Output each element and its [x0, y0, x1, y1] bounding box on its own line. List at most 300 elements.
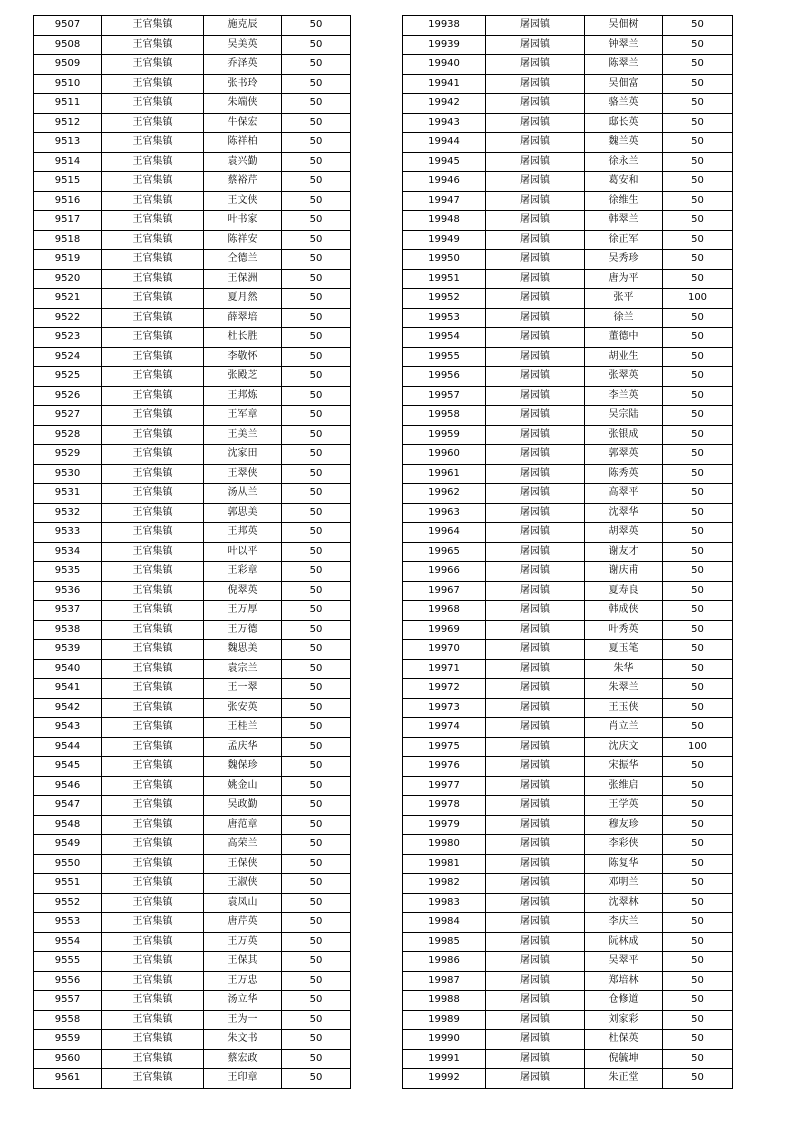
amount-cell: 50: [282, 16, 351, 36]
town-cell: 王官集镇: [102, 230, 204, 250]
amount-cell: 50: [663, 152, 733, 172]
name-cell: 夏寿良: [585, 581, 663, 601]
name-cell: 沈翠林: [585, 893, 663, 913]
table-row: [34, 367, 351, 387]
town-cell: 王官集镇: [102, 1069, 204, 1089]
amount-cell: 50: [663, 55, 733, 75]
town-cell: 屠园镇: [486, 250, 585, 270]
amount-cell: 50: [282, 386, 351, 406]
name-cell: 王万德: [204, 620, 282, 640]
amount-cell: 50: [282, 659, 351, 679]
row-id-cell: 19949: [403, 230, 486, 250]
town-cell: 屠园镇: [486, 133, 585, 153]
row-id-cell: 19987: [403, 971, 486, 991]
table-row: [34, 113, 351, 133]
amount-cell: 50: [282, 347, 351, 367]
row-id-cell: 19965: [403, 542, 486, 562]
town-cell: 王官集镇: [102, 893, 204, 913]
town-cell: 屠园镇: [486, 269, 585, 289]
town-cell: 王官集镇: [102, 932, 204, 952]
row-id-cell: 19988: [403, 991, 486, 1011]
name-cell: 沈家田: [204, 445, 282, 465]
name-cell: 倪毓坤: [585, 1049, 663, 1069]
town-cell: 屠园镇: [486, 952, 585, 972]
table-row: [403, 659, 733, 679]
amount-cell: 50: [282, 464, 351, 484]
table-row: [34, 230, 351, 250]
amount-cell: 50: [663, 698, 733, 718]
row-id-cell: 19956: [403, 367, 486, 387]
town-cell: 王官集镇: [102, 425, 204, 445]
row-id-cell: 19981: [403, 854, 486, 874]
name-cell: 李敬怀: [204, 347, 282, 367]
name-cell: 陈秀英: [585, 464, 663, 484]
name-cell: 胡业生: [585, 347, 663, 367]
table-row: [34, 328, 351, 348]
name-cell: 阮林成: [585, 932, 663, 952]
row-id-cell: 19983: [403, 893, 486, 913]
table-row: [403, 445, 733, 465]
town-cell: 王官集镇: [102, 308, 204, 328]
amount-cell: 50: [282, 484, 351, 504]
town-cell: 王官集镇: [102, 211, 204, 231]
amount-cell: 50: [663, 854, 733, 874]
name-cell: 王翠侠: [204, 464, 282, 484]
row-id-cell: 9529: [34, 445, 102, 465]
amount-cell: 50: [282, 1010, 351, 1030]
table-row: [34, 523, 351, 543]
table-row: [34, 893, 351, 913]
name-cell: 倪翠英: [204, 581, 282, 601]
town-cell: 王官集镇: [102, 1010, 204, 1030]
name-cell: 张平: [585, 289, 663, 309]
amount-cell: 50: [282, 835, 351, 855]
name-cell: 高荣兰: [204, 835, 282, 855]
table-row: [34, 835, 351, 855]
amount-cell: 50: [663, 250, 733, 270]
name-cell: 牛保宏: [204, 113, 282, 133]
row-id-cell: 19958: [403, 406, 486, 426]
amount-cell: 50: [282, 913, 351, 933]
amount-cell: 50: [282, 230, 351, 250]
table-row: [403, 1049, 733, 1069]
town-cell: 屠园镇: [486, 679, 585, 699]
town-cell: 王官集镇: [102, 328, 204, 348]
name-cell: 夏玉笔: [585, 640, 663, 660]
amount-cell: 50: [282, 406, 351, 426]
row-id-cell: 19947: [403, 191, 486, 211]
amount-cell: 50: [282, 796, 351, 816]
row-id-cell: 9561: [34, 1069, 102, 1089]
row-id-cell: 9540: [34, 659, 102, 679]
table-row: [34, 952, 351, 972]
name-cell: 孟庆华: [204, 737, 282, 757]
amount-cell: 50: [282, 55, 351, 75]
town-cell: 王官集镇: [102, 737, 204, 757]
name-cell: 施克辰: [204, 16, 282, 36]
table-row: [403, 757, 733, 777]
row-id-cell: 19985: [403, 932, 486, 952]
town-cell: 王官集镇: [102, 152, 204, 172]
table-row: [34, 74, 351, 94]
row-id-cell: 19978: [403, 796, 486, 816]
name-cell: 陈翠兰: [585, 55, 663, 75]
table-row: [34, 640, 351, 660]
name-cell: 袁凤山: [204, 893, 282, 913]
table-row: [403, 620, 733, 640]
town-cell: 屠园镇: [486, 640, 585, 660]
amount-cell: 50: [663, 191, 733, 211]
row-id-cell: 19986: [403, 952, 486, 972]
town-cell: 屠园镇: [486, 757, 585, 777]
town-cell: 王官集镇: [102, 406, 204, 426]
amount-cell: 50: [663, 581, 733, 601]
name-cell: 吴政勤: [204, 796, 282, 816]
name-cell: 袁宗兰: [204, 659, 282, 679]
row-id-cell: 9560: [34, 1049, 102, 1069]
name-cell: 张安英: [204, 698, 282, 718]
row-id-cell: 19977: [403, 776, 486, 796]
row-id-cell: 9536: [34, 581, 102, 601]
town-cell: 王官集镇: [102, 250, 204, 270]
name-cell: 唐范章: [204, 815, 282, 835]
table-row: [403, 250, 733, 270]
amount-cell: 50: [282, 152, 351, 172]
town-cell: 王官集镇: [102, 1030, 204, 1050]
table-row: [34, 269, 351, 289]
town-cell: 王官集镇: [102, 269, 204, 289]
town-cell: 屠园镇: [486, 601, 585, 621]
name-cell: 韩翠兰: [585, 211, 663, 231]
name-cell: 叶秀英: [585, 620, 663, 640]
amount-cell: 50: [663, 796, 733, 816]
town-cell: 屠园镇: [486, 172, 585, 192]
table-row: [34, 718, 351, 738]
name-cell: 夏月然: [204, 289, 282, 309]
table-row: [403, 1010, 733, 1030]
table-row: [34, 991, 351, 1011]
amount-cell: 50: [663, 991, 733, 1011]
town-cell: 王官集镇: [102, 1049, 204, 1069]
town-cell: 王官集镇: [102, 835, 204, 855]
name-cell: 张书玲: [204, 74, 282, 94]
row-id-cell: 9531: [34, 484, 102, 504]
name-cell: 李彩侠: [585, 835, 663, 855]
amount-cell: 50: [663, 503, 733, 523]
amount-cell: 50: [282, 328, 351, 348]
town-cell: 屠园镇: [486, 659, 585, 679]
row-id-cell: 9516: [34, 191, 102, 211]
amount-cell: 50: [282, 35, 351, 55]
row-id-cell: 9524: [34, 347, 102, 367]
right-table-body: [403, 16, 733, 1089]
row-id-cell: 9539: [34, 640, 102, 660]
row-id-cell: 19963: [403, 503, 486, 523]
table-row: [34, 796, 351, 816]
table-row: [34, 386, 351, 406]
table-row: [34, 659, 351, 679]
name-cell: 刘家彩: [585, 1010, 663, 1030]
table-row: [403, 74, 733, 94]
row-id-cell: 19945: [403, 152, 486, 172]
name-cell: 朱文书: [204, 1030, 282, 1050]
table-row: [403, 308, 733, 328]
name-cell: 王彩章: [204, 562, 282, 582]
amount-cell: 50: [282, 211, 351, 231]
name-cell: 姚金山: [204, 776, 282, 796]
town-cell: 屠园镇: [486, 425, 585, 445]
name-cell: 吴宗陆: [585, 406, 663, 426]
amount-cell: 50: [663, 893, 733, 913]
table-row: [403, 152, 733, 172]
town-cell: 王官集镇: [102, 854, 204, 874]
row-id-cell: 19959: [403, 425, 486, 445]
amount-cell: 50: [282, 991, 351, 1011]
name-cell: 朱端侠: [204, 94, 282, 114]
row-id-cell: 19972: [403, 679, 486, 699]
row-id-cell: 19954: [403, 328, 486, 348]
town-cell: 王官集镇: [102, 484, 204, 504]
row-id-cell: 19944: [403, 133, 486, 153]
table-row: [34, 406, 351, 426]
table-row: [34, 133, 351, 153]
table-row: [34, 1049, 351, 1069]
row-id-cell: 19990: [403, 1030, 486, 1050]
name-cell: 陈祥安: [204, 230, 282, 250]
town-cell: 屠园镇: [486, 835, 585, 855]
name-cell: 唐为平: [585, 269, 663, 289]
town-cell: 屠园镇: [486, 35, 585, 55]
table-row: [403, 94, 733, 114]
row-id-cell: 19967: [403, 581, 486, 601]
row-id-cell: 9542: [34, 698, 102, 718]
name-cell: 吴秀珍: [585, 250, 663, 270]
town-cell: 王官集镇: [102, 386, 204, 406]
town-cell: 王官集镇: [102, 523, 204, 543]
town-cell: 屠园镇: [486, 815, 585, 835]
table-row: [34, 581, 351, 601]
town-cell: 屠园镇: [486, 971, 585, 991]
town-cell: 屠园镇: [486, 1010, 585, 1030]
table-row: [403, 425, 733, 445]
amount-cell: 50: [282, 698, 351, 718]
table-row: [34, 601, 351, 621]
town-cell: 屠园镇: [486, 386, 585, 406]
amount-cell: 50: [663, 308, 733, 328]
table-row: [403, 16, 733, 36]
row-id-cell: 19976: [403, 757, 486, 777]
town-cell: 屠园镇: [486, 74, 585, 94]
town-cell: 王官集镇: [102, 620, 204, 640]
town-cell: 王官集镇: [102, 640, 204, 660]
table-row: [403, 835, 733, 855]
town-cell: 王官集镇: [102, 74, 204, 94]
amount-cell: 50: [282, 503, 351, 523]
table-row: [34, 679, 351, 699]
amount-cell: 50: [282, 523, 351, 543]
amount-cell: 50: [282, 679, 351, 699]
row-id-cell: 19968: [403, 601, 486, 621]
table-row: [403, 640, 733, 660]
row-id-cell: 9525: [34, 367, 102, 387]
town-cell: 屠园镇: [486, 1069, 585, 1089]
amount-cell: 50: [663, 815, 733, 835]
table-row: [34, 250, 351, 270]
row-id-cell: 9508: [34, 35, 102, 55]
row-id-cell: 19952: [403, 289, 486, 309]
town-cell: 屠园镇: [486, 581, 585, 601]
amount-cell: 50: [663, 835, 733, 855]
table-row: [403, 952, 733, 972]
row-id-cell: 19970: [403, 640, 486, 660]
row-id-cell: 19961: [403, 464, 486, 484]
name-cell: 邓明兰: [585, 874, 663, 894]
row-id-cell: 9517: [34, 211, 102, 231]
town-cell: 屠园镇: [486, 932, 585, 952]
name-cell: 张银成: [585, 425, 663, 445]
row-id-cell: 9513: [34, 133, 102, 153]
amount-cell: 50: [663, 347, 733, 367]
town-cell: 王官集镇: [102, 542, 204, 562]
table-row: [403, 679, 733, 699]
table-row: [34, 445, 351, 465]
table-row: [403, 406, 733, 426]
row-id-cell: 9547: [34, 796, 102, 816]
table-row: [403, 1030, 733, 1050]
row-id-cell: 19992: [403, 1069, 486, 1089]
amount-cell: 50: [663, 1069, 733, 1089]
amount-cell: 50: [282, 289, 351, 309]
name-cell: 郭思美: [204, 503, 282, 523]
town-cell: 屠园镇: [486, 718, 585, 738]
name-cell: 王一翠: [204, 679, 282, 699]
row-id-cell: 9510: [34, 74, 102, 94]
table-row: [403, 230, 733, 250]
row-id-cell: 9526: [34, 386, 102, 406]
table-row: [34, 854, 351, 874]
row-id-cell: 9520: [34, 269, 102, 289]
table-row: [403, 523, 733, 543]
town-cell: 王官集镇: [102, 94, 204, 114]
town-cell: 屠园镇: [486, 796, 585, 816]
town-cell: 王官集镇: [102, 913, 204, 933]
amount-cell: 50: [663, 74, 733, 94]
table-row: [403, 698, 733, 718]
row-id-cell: 9544: [34, 737, 102, 757]
table-row: [403, 971, 733, 991]
row-id-cell: 9546: [34, 776, 102, 796]
town-cell: 王官集镇: [102, 581, 204, 601]
town-cell: 屠园镇: [486, 308, 585, 328]
row-id-cell: 9549: [34, 835, 102, 855]
table-row: [403, 1069, 733, 1089]
amount-cell: 50: [663, 328, 733, 348]
name-cell: 王万英: [204, 932, 282, 952]
amount-cell: 50: [282, 874, 351, 894]
name-cell: 胡翠英: [585, 523, 663, 543]
right-table: [402, 15, 733, 1089]
name-cell: 钟翠兰: [585, 35, 663, 55]
amount-cell: 50: [663, 484, 733, 504]
name-cell: 王万忠: [204, 971, 282, 991]
left-table-body: [34, 16, 351, 1089]
name-cell: 张维启: [585, 776, 663, 796]
amount-cell: 50: [663, 172, 733, 192]
town-cell: 屠园镇: [486, 464, 585, 484]
name-cell: 郑培林: [585, 971, 663, 991]
amount-cell: 50: [663, 913, 733, 933]
town-cell: 王官集镇: [102, 952, 204, 972]
amount-cell: 50: [282, 737, 351, 757]
name-cell: 董德中: [585, 328, 663, 348]
row-id-cell: 19942: [403, 94, 486, 114]
table-row: [403, 113, 733, 133]
amount-cell: 50: [282, 815, 351, 835]
table-row: [34, 698, 351, 718]
town-cell: 屠园镇: [486, 289, 585, 309]
row-id-cell: 19971: [403, 659, 486, 679]
table-row: [403, 893, 733, 913]
town-cell: 王官集镇: [102, 133, 204, 153]
town-cell: 屠园镇: [486, 991, 585, 1011]
row-id-cell: 9550: [34, 854, 102, 874]
town-cell: 屠园镇: [486, 94, 585, 114]
town-cell: 王官集镇: [102, 172, 204, 192]
table-row: [34, 16, 351, 36]
row-id-cell: 19982: [403, 874, 486, 894]
town-cell: 王官集镇: [102, 16, 204, 36]
name-cell: 王万厚: [204, 601, 282, 621]
name-cell: 叶以平: [204, 542, 282, 562]
table-row: [403, 35, 733, 55]
table-row: [34, 289, 351, 309]
town-cell: 屠园镇: [486, 328, 585, 348]
town-cell: 王官集镇: [102, 464, 204, 484]
table-row: [34, 94, 351, 114]
town-cell: 王官集镇: [102, 698, 204, 718]
row-id-cell: 19979: [403, 815, 486, 835]
name-cell: 王邦炼: [204, 386, 282, 406]
amount-cell: 50: [663, 757, 733, 777]
amount-cell: 50: [282, 1069, 351, 1089]
table-row: [34, 737, 351, 757]
amount-cell: 50: [282, 1049, 351, 1069]
row-id-cell: 9532: [34, 503, 102, 523]
table-row: [34, 971, 351, 991]
name-cell: 沈翠华: [585, 503, 663, 523]
row-id-cell: 19991: [403, 1049, 486, 1069]
amount-cell: 50: [282, 854, 351, 874]
amount-cell: 50: [663, 35, 733, 55]
table-row: [34, 913, 351, 933]
name-cell: 仝德兰: [204, 250, 282, 270]
amount-cell: 50: [663, 1010, 733, 1030]
town-cell: 王官集镇: [102, 757, 204, 777]
row-id-cell: 19964: [403, 523, 486, 543]
table-row: [34, 425, 351, 445]
row-id-cell: 9512: [34, 113, 102, 133]
town-cell: 屠园镇: [486, 503, 585, 523]
name-cell: 王军章: [204, 406, 282, 426]
town-cell: 屠园镇: [486, 445, 585, 465]
name-cell: 杜长胜: [204, 328, 282, 348]
amount-cell: 100: [663, 289, 733, 309]
row-id-cell: 19960: [403, 445, 486, 465]
name-cell: 徐永兰: [585, 152, 663, 172]
amount-cell: 50: [663, 406, 733, 426]
amount-cell: 50: [663, 971, 733, 991]
amount-cell: 50: [282, 74, 351, 94]
